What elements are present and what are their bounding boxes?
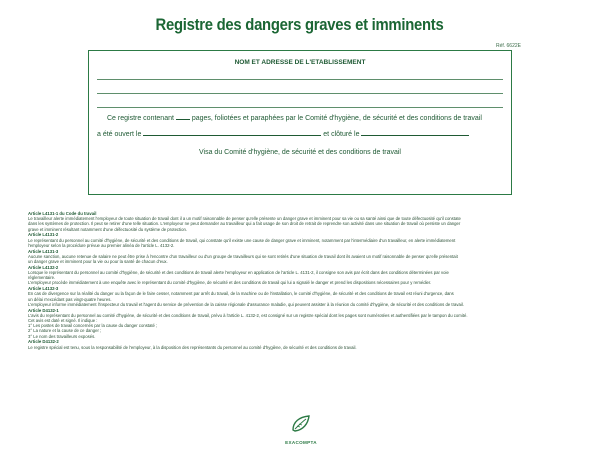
establishment-frame: [88, 50, 512, 195]
article-title: Article L4132-2: [28, 264, 59, 270]
pages-statement-start: Ce registre contenant: [107, 115, 174, 122]
article-block: [28, 308, 571, 339]
article-text: Le représentant du personnel au comité d'hygiène, de sécurité et des conditions de travail, qui constate qu'il existe une cause de danger grave et imminent, notamment par l'intermédiaire d'un travailleur, en alerte immédiatement: [28, 237, 456, 243]
address-line-2: [97, 93, 503, 94]
article-text: grave et imminent résultant notamment d'une défectuosité du système de protection.: [28, 226, 188, 232]
dates-statement: [97, 129, 469, 138]
article-text: L'employeur informe immédiatement l'inspecteur du travail et l'agent du service de prévention de la caisse régionale d'assurance maladie, qui peuvent assister à la réunion du comité d'hygiène, de sécurité et des conditions de travail.: [28, 301, 464, 307]
article-block: [28, 249, 571, 265]
legal-articles: [28, 211, 571, 350]
closed-date-field[interactable]: [361, 129, 469, 136]
establishment-heading: NOM ET ADRESSE DE L'ETABLISSEMENT: [234, 59, 366, 66]
address-line-1: [97, 79, 503, 80]
article-text: réglementaire.: [28, 275, 56, 281]
leaf-icon: [289, 414, 313, 434]
opened-label: a été ouvert le: [97, 131, 142, 138]
article-block: [28, 232, 571, 248]
article-title: Article D4132-2: [28, 339, 59, 345]
exacompta-logo: [279, 414, 323, 445]
article-block: [28, 211, 571, 232]
article-title: Article L4131-2: [28, 232, 59, 238]
article-block: [28, 286, 571, 307]
article-text: Lorsque le représentant du personnel au comité d'hygiène, de sécurité et des conditions de travail alerte l'employeur en application de l'article L. 4131-2, il consigne son avis par écrit dans des conditions déterminées par voie: [28, 270, 449, 276]
article-text: l'employeur selon la procédure prévue au premier alinéa de l'article L. 4132-2.: [28, 242, 175, 248]
page-title: Registre des dangers graves et imminents: [155, 16, 444, 34]
article-title: Article D4132-1: [28, 307, 59, 313]
article-text: dans les systèmes de protection. Il peut se retirer d'une telle situation. L'employeur ne peut demander au travailleur qui a fait usage de son droit de retrait de reprendre son activité dans une situation de travail où persiste un danger: [28, 221, 461, 227]
pages-statement: [107, 113, 482, 122]
article-block: [28, 265, 571, 286]
committee-visa: Visa du Comité d'hygiène, de sécurité et des conditions de travail: [199, 149, 401, 156]
article-text: un danger grave et imminent pour la vie ou pour la santé de chacun d'eux.: [28, 259, 168, 265]
closed-label: et clôturé le: [323, 131, 360, 138]
article-text: 2° La nature et la cause de ce danger ;: [28, 328, 102, 334]
article-text: Aucune sanction, aucune retenue de salaire ne peut être prise à l'encontre d'un travailleur ou d'un groupe de travailleurs qui se sont retirés d'une situation de travail dont ils avaient un motif raisonnable de penser qu'elle présentait: [28, 253, 458, 259]
article-text: L'employeur procède immédiatement à une enquête avec le représentant du comité d'hygiène, de sécurité et des conditions de travail qui lui a signalé le danger et prend les dispositions nécessaires pour y remédier.: [28, 280, 432, 286]
article-text: L'avis du représentant du personnel au comité d'hygiène, de sécurité et des conditions de travail, prévu à l'article L. 4132-2, est consigné sur un registre spécial dont les pages sont numérotées et authentifiées par le tampon du comité.: [28, 312, 468, 318]
address-line-3: [97, 107, 503, 108]
logo-text: EXACOMPTA: [285, 440, 317, 445]
article-title: Article L4132-3: [28, 286, 59, 292]
article-text: Le travailleur alerte immédiatement l'employeur de toute situation de travail dont il a un motif raisonnable de penser qu'elle présente un danger grave et imminent pour sa vie ou sa santé ainsi que de toute défectuosité qu'il constate: [28, 216, 461, 222]
reference-number: Réf. 6622E: [495, 43, 521, 49]
article-text: En cas de divergence sur la réalité du danger ou la façon de le faire cesser, notamment par arrêt du travail, de la machine ou de l'installation, le comité d'hygiène, de sécurité et des conditions de travail est réuni d'urgence, dans: [28, 291, 454, 297]
pages-count-field[interactable]: [176, 113, 190, 120]
article-text: Le registre spécial est tenu, sous la responsabilité de l'employeur, à la disposition des représentants du personnel au comité d'hygiène, de sécurité et des conditions de travail.: [28, 344, 357, 350]
article-title: Article L4131-3: [28, 248, 59, 254]
pages-statement-end: pages, foliotées et paraphées par le Comité d'hygiène, de sécurité et des conditions de travail: [191, 115, 482, 122]
article-text: 3° Le nom des travailleurs exposés.: [28, 333, 96, 339]
opened-date-field[interactable]: [143, 129, 321, 136]
article-text: un délai n'excédant pas vingt-quatre heures.: [28, 296, 112, 302]
article-block: [28, 339, 571, 349]
article-text: Cet avis est daté et signé. Il indique :: [28, 318, 98, 324]
article-title: Article L4131-1 du Code du travail: [28, 211, 97, 216]
article-text: 1° Les postes de travail concernés par la cause du danger constaté ;: [28, 323, 158, 329]
